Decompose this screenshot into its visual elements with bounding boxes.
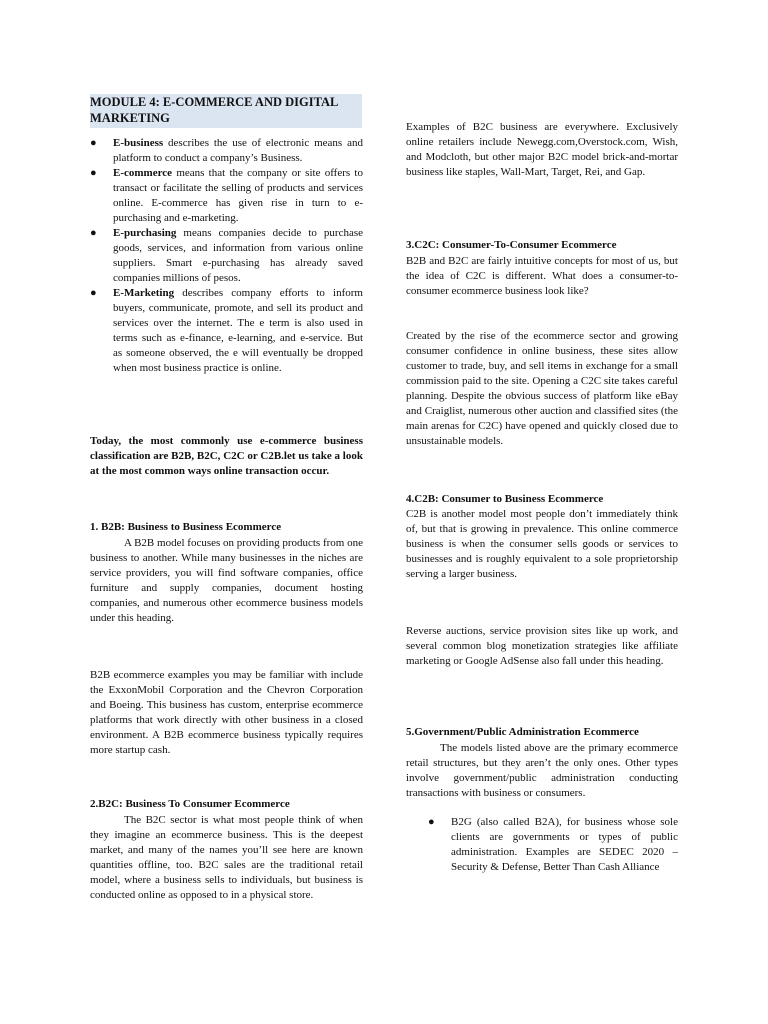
gov-paragraph-1: The models listed above are the primary ecommerce retail structures, but they aren’t the only ones. Other types involve government/public administration conducting transactions with business or consumers. bbox=[406, 742, 678, 799]
list-item bbox=[90, 286, 363, 376]
definition: describes company efforts to inform buyers, communicate, promote, and sell its product and services over the internet. The e term is also used in terms such as e-finance, e-learning, and e-service. But as someone observed, the e will eventually be dropped when most business practice is online. bbox=[113, 287, 363, 374]
definition: means that the company or site offers to transact or facilitate the selling of products and services online. E-commerce has given rise in turn to e-purchasing and e-marketing. bbox=[113, 167, 363, 224]
bullet-icon: ● bbox=[428, 816, 435, 828]
bullet-icon: ● bbox=[90, 167, 97, 179]
b2c-paragraph-2: Examples of B2C business are everywhere. Exclusively online retailers include Newegg.com,Overstock.com, Wish, and Modcloth, but other major B2C model brick-and-mortar business like staples, Wall-Mart, Target, Rei, and Gap. bbox=[406, 121, 678, 178]
c2b-paragraph-2: Reverse auctions, service provision sites like up work, and several common blog monetization strategies like affiliate marketing or Google AdSense also fall under this heading. bbox=[406, 625, 678, 667]
definition: means companies decide to purchase goods, services, and information from various online suppliers. Smart e-purchasing has already saved companies millions of pesos. bbox=[113, 227, 363, 284]
c2c-heading: 3.C2C: Consumer-To-Consumer Ecommerce bbox=[406, 239, 617, 251]
bullet-icon: ● bbox=[90, 227, 97, 239]
b2b-paragraph-2: B2B ecommerce examples you may be familiar with include the ExxonMobil Corporation and the Chevron Corporation and Boeing. This business has custom, enterprise ecommerce platforms that work directly with other business in a closed environment. A B2B ecommerce business typically requires more startup cash. bbox=[90, 669, 363, 756]
definition-list bbox=[90, 136, 363, 376]
list-item bbox=[90, 136, 363, 166]
module-title: MODULE 4: E-COMMERCE AND DIGITAL MARKETING bbox=[90, 94, 362, 128]
bullet-icon: ● bbox=[90, 137, 97, 149]
gov-heading: 5.Government/Public Administration Ecommerce bbox=[406, 726, 639, 738]
term: E-commerce bbox=[113, 167, 173, 179]
list-item bbox=[90, 226, 363, 286]
c2b-paragraph-1: C2B is another model most people don’t immediately think of, but that is growing in prevalence. This online commerce business is when the consumer sells goods or services to businesses and is roughly equivalent to a sole proprietorship serving a larger business. bbox=[406, 508, 678, 580]
b2b-heading: 1. B2B: Business to Business Ecommerce bbox=[90, 521, 282, 533]
b2c-heading: 2.B2C: Business To Consumer Ecommerce bbox=[90, 798, 290, 810]
c2c-paragraph-1: B2B and B2C are fairly intuitive concepts for most of us, but the idea of C2C is different. What does a consumer-to-consumer ecommerce business look like? bbox=[406, 255, 678, 297]
b2b-paragraph-1: A B2B model focuses on providing products from one business to another. While many businesses in the niches are service providers, you will find software companies, office furniture and supply companies, document hosting companies, and numerous other ecommerce business models under this heading. bbox=[90, 537, 363, 624]
definition: describes the use of electronic means and platform to conduct a company’s Business. bbox=[113, 137, 363, 164]
c2b-heading: 4.C2B: Consumer to Business Ecommerce bbox=[406, 493, 604, 505]
gov-list bbox=[428, 815, 678, 875]
term: E-business bbox=[113, 137, 164, 149]
intro-paragraph: Today, the most commonly use e-commerce business classification are B2B, B2C, C2C or C2B.let us take a look at the most common ways online transaction occur. bbox=[90, 435, 363, 477]
c2c-paragraph-2: Created by the rise of the ecommerce sector and growing consumer confidence in online business, these sites allow customer to trade, buy, and sell items in exchange for a small commission paid to the site. Opening a C2C site takes careful planning. Despite the obvious success of platform like eBay and Craiglist, numerous other auction and classified sites (the main arenas for C2C) have opened and quickly closed due to unsustainable models. bbox=[406, 330, 678, 447]
b2c-paragraph-1: The B2C sector is what most people think of when they imagine an ecommerce business. This is the deepest market, and many of the names you’ll see here are known quantities offline, too. B2C sales are the traditional retail model, where a business sells to individuals, but business is conducted online as opposed to in a physical store. bbox=[90, 814, 363, 901]
list-item bbox=[428, 815, 678, 875]
term: E-Marketing bbox=[113, 287, 175, 299]
list-item bbox=[90, 166, 363, 226]
bullet-icon: ● bbox=[90, 287, 97, 299]
list-item-text: B2G (also called B2A), for business whose sole clients are governments or types of public administration. Examples are SEDEC 2020 – Security & Defense, Better Than Cash Alliance bbox=[451, 816, 678, 873]
term: E-purchasing bbox=[113, 227, 177, 239]
